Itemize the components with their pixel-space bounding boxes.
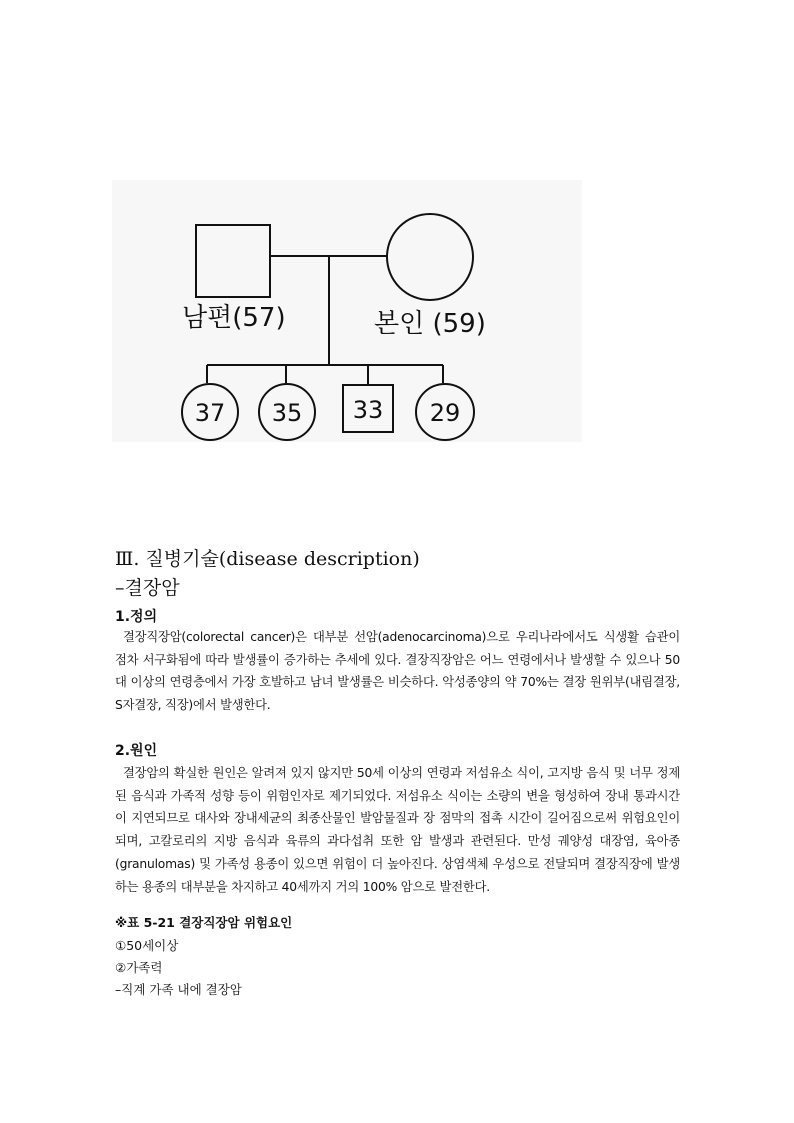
risk-item-3: –직계 가족 내에 결장암: [115, 982, 242, 997]
mother-label: 본인 (59): [374, 309, 486, 339]
section-title: Ⅲ. 질병기술(disease description): [115, 548, 420, 570]
child-4-age: 29: [429, 399, 461, 427]
father-square: [196, 225, 270, 297]
definition-heading: 1.정의: [115, 609, 158, 625]
risk-table-title: ※표 5-21 결장직장암 위험요인: [115, 915, 293, 930]
father-label: 남편(57): [182, 303, 286, 333]
risk-item-2: ②가족력: [115, 960, 163, 975]
child-2-age: 35: [271, 399, 303, 427]
section-subtitle: –결장암: [115, 577, 180, 599]
child-3-age: 33: [352, 396, 384, 424]
genogram-diagram: [112, 180, 582, 442]
child-1-age: 37: [194, 399, 226, 427]
genogram-figure: [112, 180, 582, 442]
cause-body: 결장암의 확실한 원인은 알려져 있지 않지만 50세 이상의 연령과 저섬유소 식이, 고지방 음식 및 너무 정제된 음식과 가족적 성향 등이 위험인자로 제기되었다. 저섬유소 식이는 소량의 변을 형성하여 장내 통과시간이 지연되므로 대사와 장내세균의 최종산물인 발암물질과 장 점막의 접촉 시간이 길어짐으로써 위험요인이 되며, 고칼로리의 지방 음식과 육류의 과다섭취 또한 암 발생과 관련된다. 만성 궤양성 대장염, 육아종(granulomas) 및 가족성 용종이 있으면 위험이 더 높아진다. 상염색체 우성으로 전달되며 결장직장에 발생하는 용종의 대부분을 차지하고 40세까지 거의 100% 암으로 발전한다.: [115, 766, 680, 894]
risk-item-1: ①50세이상: [115, 938, 179, 953]
mother-circle: [387, 214, 473, 300]
definition-body: 결장직장암(colorectal cancer)은 대부분 선암(adenocarcinoma)으로 우리나라에서도 식생활 습관이 점차 서구화됨에 따라 발생률이 증가하는 추세에 있다. 결장직장암은 어느 연령에서나 발생할 수 있으나 50대 이상의 연령층에서 가장 호발하고 남녀 발생률은 비슷하다. 악성종양의 약 70%는 결장 원위부(내림결장, S자결장, 직장)에서 발생한다.: [115, 630, 680, 713]
cause-heading: 2.원인: [115, 743, 158, 759]
